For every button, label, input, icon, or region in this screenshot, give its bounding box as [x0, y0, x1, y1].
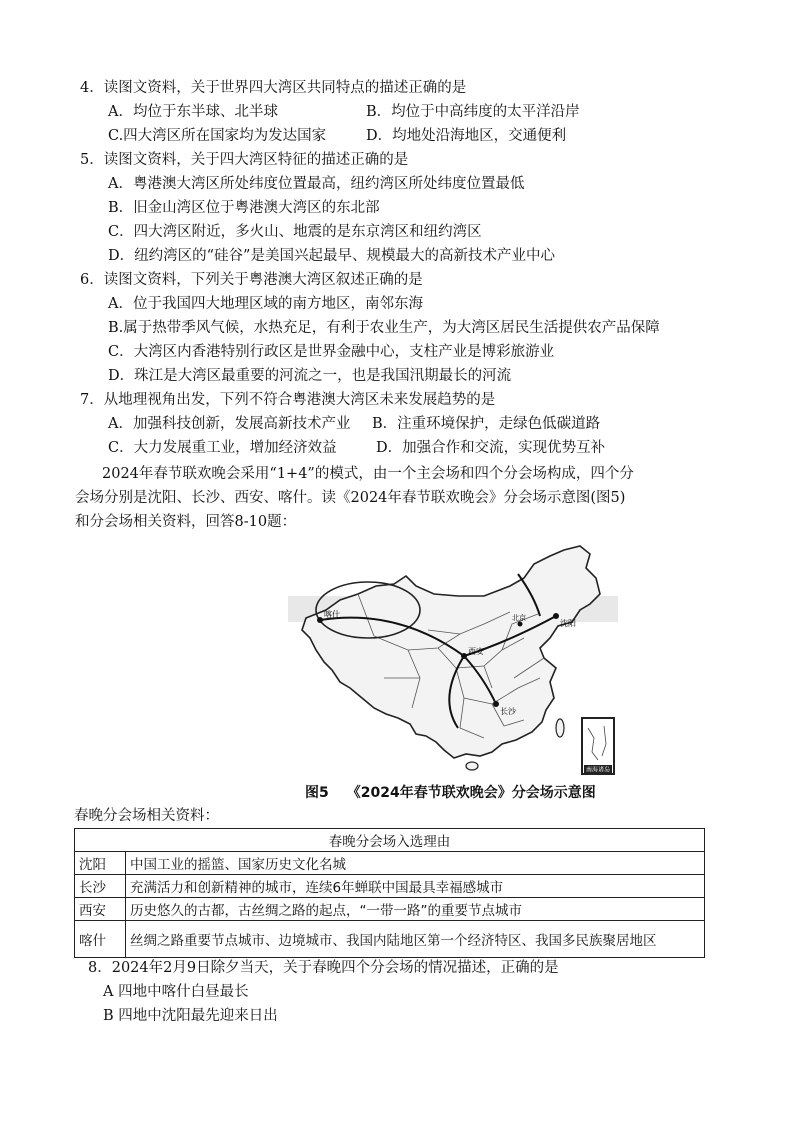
figure-number: 图5	[305, 785, 329, 801]
figure-caption	[305, 782, 596, 802]
table-cell-reason: 历史悠久的古都，古丝绸之路的起点，“一带一路”的重要节点城市	[126, 898, 705, 921]
table-header-row	[75, 829, 705, 852]
q4-option-a: A．均位于东半球、北半球	[108, 104, 278, 120]
q6-option-b: B.属于热带季风气候，水热充足，有利于农业生产，为大湾区居民生活提供农产品保障	[108, 320, 660, 336]
q5-option-a: A．粤港澳大湾区所处纬度位置最高，纽约湾区所处纬度位置最低	[108, 176, 525, 192]
q5-stem: 5．读图文资料，关于四大湾区特征的描述正确的是	[80, 152, 409, 168]
q7-option-d: D．加强合作和交流，实现优势互补	[376, 440, 606, 456]
table-cell-city: 喀什	[75, 921, 126, 958]
taiwan-island	[556, 719, 564, 737]
q8-option-b: B 四地中沈阳最先迎来日出	[103, 1008, 278, 1024]
q6-stem: 6．读图文资料，下列关于粤港澳大湾区叙述正确的是	[80, 272, 423, 288]
q6-option-a: A．位于我国四大地理区域的南方地区，南邻东海	[108, 296, 423, 312]
venue-reasons-table	[74, 828, 705, 958]
table-row	[75, 852, 705, 875]
intro-line-3: 和分会场相关资料，回答8-10题：	[75, 514, 297, 530]
table-cell-reason: 中国工业的摇篮、国家历史文化名城	[126, 852, 705, 875]
table-cell-city: 沈阳	[75, 852, 126, 875]
table-row	[75, 875, 705, 898]
beijing-label: 北京	[512, 614, 526, 622]
q6-option-d: D．珠江是大湾区最重要的河流之一，也是我国汛期最长的河流	[108, 368, 512, 384]
inset-label: 南海诸岛	[586, 766, 611, 774]
q7-option-c: C．大力发展重工业，增加经济效益	[108, 440, 337, 456]
hainan-island	[466, 762, 478, 770]
kashi-label: 喀什	[324, 610, 340, 619]
table-cell-reason: 丝绸之路重要节点城市、边境城市、我国内陆地区第一个经济特区、我国多民族聚居地区	[126, 921, 705, 958]
changsha-marker	[493, 701, 499, 707]
intro-line-1: 2024年春节联欢晚会采用“1+4”的模式，由一个主会场和四个分会场构成，四个分	[102, 466, 634, 482]
q7-option-a: A．加强科技创新，发展高新技术产业	[108, 416, 351, 432]
q4-stem: 4．读图文资料，关于世界四大湾区共同特点的描述正确的是	[80, 80, 467, 96]
q6-option-c: C．大湾区内香港特别行政区是世界金融中心，支柱产业是博彩旅游业	[108, 344, 555, 360]
q4-option-b: B．均位于中高纬度的太平洋沿岸	[366, 104, 580, 120]
table-cell-reason: 充满活力和创新精神的城市，连续6年蝉联中国最具幸福感城市	[126, 875, 705, 898]
china-outline	[302, 546, 600, 758]
q5-option-b: B．旧金山湾区位于粤港澳大湾区的东北部	[108, 200, 380, 216]
q7-stem: 7．从地理视角出发，下列不符合粤港澳大湾区未来发展趋势的是	[80, 392, 496, 408]
table-row	[75, 921, 705, 958]
table-cell-city: 西安	[75, 898, 126, 921]
q5-option-d: D．纽约湾区的“硅谷”是美国兴起最早、规模最大的高新技术产业中心	[108, 248, 555, 264]
table-header: 春晚分会场入选理由	[75, 829, 705, 852]
kashi-marker	[317, 617, 323, 623]
q5-option-c: C．四大湾区附近，多火山、地震的是东京湾区和纽约湾区	[108, 224, 482, 240]
shenyang-label: 沈阳	[560, 619, 576, 628]
changsha-label: 长沙	[500, 707, 516, 716]
table-intro: 春晚分会场相关资料：	[74, 808, 219, 824]
q4-option-d: D．均地处沿海地区，交通便利	[366, 128, 567, 144]
table-cell-city: 长沙	[75, 875, 126, 898]
xian-marker	[461, 653, 467, 659]
xian-label: 西安	[468, 647, 484, 656]
china-venue-map	[288, 538, 618, 778]
figure-title: 《2024年春节联欢晚会》分会场示意图	[346, 785, 596, 801]
map-svg	[288, 538, 618, 778]
q7-option-b: B．注重环境保护，走绿色低碳道路	[372, 416, 601, 432]
intro-line-2: 会场分别是沈阳、长沙、西安、喀什。读《2024年春节联欢晚会》分会场示意图(图5)	[75, 490, 626, 506]
shenyang-marker	[553, 613, 559, 619]
q8-stem: 8．2024年2月9日除夕当天，关于春晚四个分会场的情况描述，正确的是	[88, 960, 559, 976]
beijing-marker	[518, 622, 523, 627]
table-row	[75, 898, 705, 921]
q4-option-c: C.四大湾区所在国家均为发达国家	[108, 128, 327, 144]
q8-option-a: A 四地中喀什白昼最长	[103, 984, 249, 1000]
